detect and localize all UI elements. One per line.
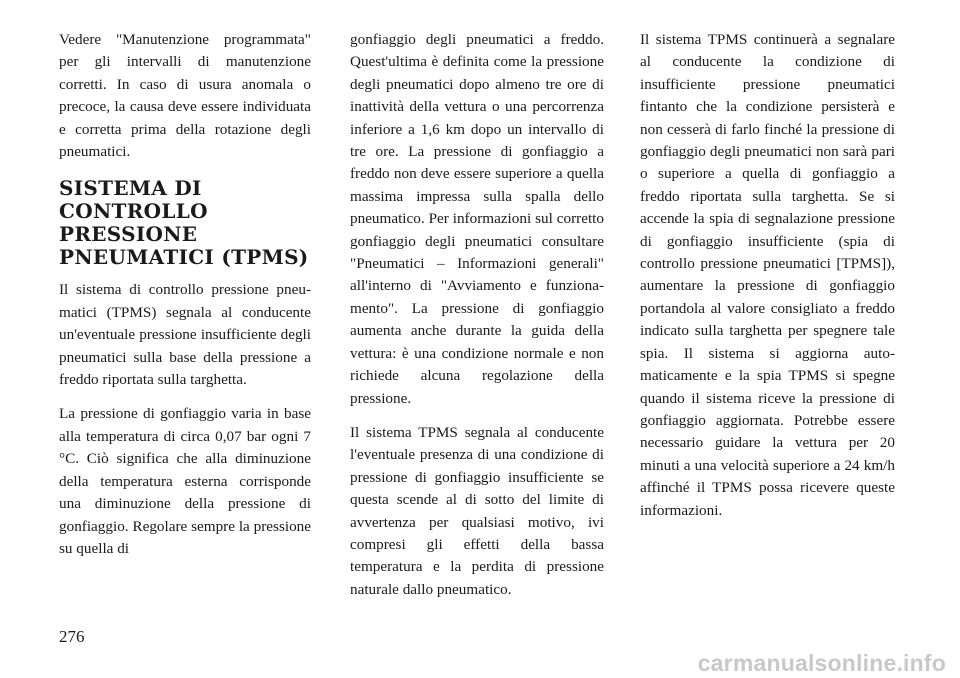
paragraph-tpms-warning: Il sistema TPMS segnala al conducente l'eventuale presenza di una condizione di pressione di gonfiaggio insufficiente se questa scende al di sotto del limite di avvertenza per qualsiasi motivo, ivi compresi gli effetti della bassa temperatura e la perdita di pressione naturale dallo pneumatico. [350,423,604,598]
paragraph-temperature-effect: La pressione di gonfiaggio varia in base alla temperatura di circa 0,07 bar ogni 7 °C. Ciò significa che alla diminuzione della temperatura esterna corrisponde una diminuzione della pressione di gonfiaggio. Regolare sempre la pressione su quella di [59,405,311,557]
watermark-logo: carmanualsonline.info [697,650,946,676]
text-column-right [640,29,895,534]
page-number: 276 [59,627,85,646]
paragraph-cold-inflation: gonfiaggio degli pneumatici a freddo. Quest'ultima è definita come la pressione degli pneumatici dopo almeno tre ore di inattività della vettura o una percorrenza inferiore a 1,6 km dopo un intervallo di tre ore. La pressione di gonfiaggio a freddo non deve essere superiore a quella massima impressa sulla spalla dello pneumatico. Per informazioni sul corretto gonfiaggio degli pneumatici consultare "Pneumatici – Informazioni generali" all'interno di "Avviamento e funzionamento". La pressione di gonfiaggio aumenta anche durante la guida della vettura: è una condizione normale e non richiede alcuna regolazione della pressione. [350,31,604,407]
section-heading-tpms: SISTEMA DI CONTROLLO PRESSIONE PNEUMATICI (TPMS) [59,176,309,270]
text-column-left [59,29,311,572]
text-column-middle [350,29,604,613]
paragraph-maintenance-reference: Vedere "Manutenzione programmata" per gli intervalli di manutenzione corretti. In caso di usura anomala o precoce, la causa deve essere individuata e corretta prima della rotazione degli pneumatici. [59,31,311,161]
paragraph-tpms-intro: Il sistema di controllo pressione pneumatici (TPMS) segnala al conducente un'eventuale pressione insufficiente degli pneumatici sulla base della pressione a freddo riportata sulla targhetta. [59,281,311,389]
paragraph-tpms-light: Il sistema TPMS continuerà a segnalare al conducente la condizione di insufficiente pressione pneumatici fintanto che la condizione persisterà e non cesserà di farlo finché la pressione di gonfiaggio degli pneumatici non sarà pari o superiore a quella di gonfiaggio a freddo riportata sulla targhetta. Se si accende la spia di segnalazione pressione di gonfiaggio insufficiente (spia di controllo pressione pneumatici [TPMS]), aumentare la pressione di gonfiaggio portandola al valore consigliato a freddo indicato sulla targhetta per spegnere tale spia. Il sistema si aggiorna automaticamente e la spia TPMS si spegne quando il sistema riceve la pressione di gonfiaggio aggiornata. Potrebbe essere necessario guidare la vettura per 20 minuti a una velocità superiore a 24 km/h affinché il TPMS possa ricevere queste informazioni. [640,31,895,519]
